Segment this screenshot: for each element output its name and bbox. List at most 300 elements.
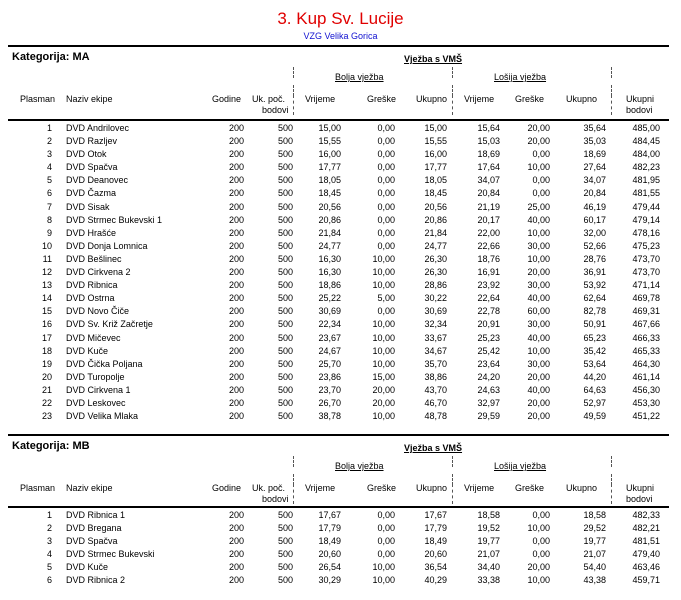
worse-sum-cell: 20,84 — [583, 188, 606, 199]
age-cell: 200 — [228, 162, 244, 173]
place-cell: 13 — [41, 280, 52, 291]
better-time-cell: 26,54 — [318, 562, 341, 573]
better-time-cell: 25,22 — [318, 293, 341, 304]
worse-time-cell: 29,59 — [477, 411, 500, 422]
better-time-cell: 15,55 — [318, 136, 341, 147]
group-header-vms: Vježba s VMŠ — [404, 443, 463, 453]
place-cell: 6 — [46, 575, 52, 586]
total-points-cell: 467,66 — [632, 319, 660, 330]
total-points-cell: 484,45 — [632, 136, 660, 147]
table-row — [8, 384, 669, 397]
place-cell: 3 — [46, 149, 52, 160]
worse-time-cell: 25,42 — [477, 345, 500, 356]
worse-sum-cell: 54,40 — [583, 562, 606, 573]
place-cell: 3 — [46, 536, 52, 547]
col-header-greske-1: Greške — [367, 483, 397, 493]
place-cell: 12 — [41, 267, 52, 278]
better-errors-cell: 0,00 — [377, 201, 395, 212]
worse-errors-cell: 10,00 — [527, 523, 550, 534]
better-time-cell: 23,70 — [318, 384, 341, 395]
table-row — [8, 548, 669, 561]
team-name-cell: DVD Kuče — [66, 562, 109, 573]
start-points-cell: 500 — [277, 384, 293, 395]
better-time-cell: 17,77 — [318, 162, 341, 173]
divider — [452, 95, 453, 115]
col-header-ukpoc-bodovi: bodovi — [262, 494, 289, 504]
start-points-cell: 500 — [277, 562, 293, 573]
age-cell: 200 — [228, 280, 244, 291]
start-points-cell: 500 — [277, 332, 293, 343]
worse-sum-cell: 18,58 — [583, 510, 606, 520]
place-cell: 5 — [46, 175, 52, 186]
worse-sum-cell: 35,42 — [583, 345, 606, 356]
worse-time-cell: 21,07 — [477, 549, 500, 560]
better-errors-cell: 20,00 — [372, 397, 395, 408]
age-cell: 200 — [228, 267, 244, 278]
team-name-cell: DVD Čička Poljana — [66, 358, 143, 369]
better-errors-cell: 0,00 — [377, 123, 395, 133]
better-sum-cell: 46,70 — [424, 397, 447, 408]
table-row — [8, 148, 669, 161]
total-points-cell: 471,14 — [632, 280, 660, 291]
team-name-cell: DVD Spačva — [66, 162, 118, 173]
age-cell: 200 — [228, 227, 244, 238]
worse-sum-cell: 52,97 — [583, 397, 606, 408]
table-row — [8, 574, 669, 587]
header-bottom-rule — [8, 506, 669, 508]
col-header-ukupno-1: Ukupno — [416, 94, 448, 104]
better-time-cell: 16,30 — [318, 267, 341, 278]
worse-time-cell: 34,40 — [477, 562, 500, 573]
section-top-rule — [8, 434, 669, 436]
worse-errors-cell: 10,00 — [527, 162, 550, 173]
worse-errors-cell: 40,00 — [527, 214, 550, 225]
age-cell: 200 — [228, 510, 244, 520]
better-sum-cell: 17,77 — [424, 162, 447, 173]
team-name-cell: DVD Čazma — [66, 188, 117, 199]
worse-sum-cell: 29,52 — [583, 523, 606, 534]
table-row — [8, 318, 669, 331]
col-header-plasman: Plasman — [20, 94, 56, 104]
worse-errors-cell: 10,00 — [527, 345, 550, 356]
worse-sum-cell: 36,91 — [583, 267, 606, 278]
place-cell: 1 — [46, 510, 52, 520]
better-errors-cell: 0,00 — [377, 149, 395, 160]
worse-sum-cell: 64,63 — [583, 384, 606, 395]
worse-time-cell: 23,92 — [477, 280, 500, 291]
worse-errors-cell: 30,00 — [527, 280, 550, 291]
age-cell: 200 — [228, 149, 244, 160]
better-errors-cell: 10,00 — [372, 253, 395, 264]
age-cell: 200 — [228, 411, 244, 422]
col-header-greske-2: Greške — [515, 483, 545, 493]
category-section-mb — [8, 434, 669, 594]
divider — [611, 95, 612, 115]
col-header-ukupno-1: Ukupno — [416, 483, 448, 493]
worse-errors-cell: 20,00 — [527, 371, 550, 382]
better-exercise-header: Bolja vježba — [335, 461, 384, 471]
better-time-cell: 17,79 — [318, 523, 341, 534]
divider — [293, 67, 294, 78]
better-time-cell: 30,29 — [318, 575, 341, 586]
better-sum-cell: 40,29 — [424, 575, 447, 586]
better-errors-cell: 0,00 — [377, 162, 395, 173]
place-cell: 8 — [46, 214, 52, 225]
better-sum-cell: 48,78 — [424, 411, 447, 422]
total-points-cell: 473,70 — [632, 253, 660, 264]
total-points-cell: 473,70 — [632, 267, 660, 278]
col-header-plasman: Plasman — [20, 483, 56, 493]
team-name-cell: DVD Razljev — [66, 136, 118, 147]
total-points-cell: 469,31 — [632, 306, 660, 317]
age-cell: 200 — [228, 240, 244, 251]
age-cell: 200 — [228, 123, 244, 133]
total-points-cell: 482,33 — [632, 510, 660, 520]
place-cell: 15 — [41, 306, 52, 317]
table-row — [8, 122, 669, 135]
total-points-cell: 479,44 — [632, 201, 660, 212]
team-name-cell: DVD Strmec Bukevski 1 — [66, 214, 163, 225]
place-cell: 4 — [46, 549, 52, 560]
worse-errors-cell: 0,00 — [532, 188, 550, 199]
better-sum-cell: 20,56 — [424, 201, 447, 212]
start-points-cell: 500 — [277, 201, 293, 212]
better-time-cell: 30,69 — [318, 306, 341, 317]
worse-sum-cell: 19,77 — [583, 536, 606, 547]
worse-time-cell: 15,03 — [477, 136, 500, 147]
better-exercise-header: Bolja vježba — [335, 72, 384, 82]
better-sum-cell: 18,49 — [424, 536, 447, 547]
divider — [611, 456, 612, 467]
better-time-cell: 18,49 — [318, 536, 341, 547]
worse-errors-cell: 20,00 — [527, 397, 550, 408]
team-name-cell: DVD Ribnica 1 — [66, 510, 126, 520]
col-header-ukupni: Ukupni — [626, 483, 655, 493]
age-cell: 200 — [228, 371, 244, 382]
worse-time-cell: 22,64 — [477, 293, 500, 304]
worse-errors-cell: 30,00 — [527, 319, 550, 330]
better-errors-cell: 0,00 — [377, 175, 395, 186]
worse-time-cell: 20,84 — [477, 188, 500, 199]
better-errors-cell: 10,00 — [372, 319, 395, 330]
divider — [293, 456, 294, 467]
age-cell: 200 — [228, 306, 244, 317]
start-points-cell: 500 — [277, 293, 293, 304]
total-points-cell: 463,46 — [632, 562, 660, 573]
better-sum-cell: 30,69 — [424, 306, 447, 317]
better-errors-cell: 10,00 — [372, 562, 395, 573]
team-name-cell: DVD Ribnica — [66, 280, 118, 291]
worse-errors-cell: 0,00 — [532, 149, 550, 160]
better-time-cell: 25,70 — [318, 358, 341, 369]
total-points-cell: 484,00 — [632, 149, 660, 160]
start-points-cell: 500 — [277, 267, 293, 278]
better-time-cell: 18,86 — [318, 280, 341, 291]
place-cell: 6 — [46, 188, 52, 199]
team-name-cell: DVD Ostrna — [66, 293, 115, 304]
total-points-cell: 485,00 — [632, 123, 660, 133]
place-cell: 21 — [41, 384, 52, 395]
table-row — [8, 561, 669, 574]
team-name-cell: DVD Sisak — [66, 201, 110, 212]
place-cell: 23 — [41, 411, 52, 422]
team-name-cell: DVD Turopolje — [66, 371, 125, 382]
worse-time-cell: 20,17 — [477, 214, 500, 225]
better-time-cell: 23,86 — [318, 371, 341, 382]
col-header-ukupni: Ukupni — [626, 94, 655, 104]
worse-errors-cell: 0,00 — [532, 175, 550, 186]
age-cell: 200 — [228, 523, 244, 534]
better-errors-cell: 10,00 — [372, 267, 395, 278]
total-points-cell: 475,23 — [632, 240, 660, 251]
worse-errors-cell: 20,00 — [527, 136, 550, 147]
start-points-cell: 500 — [277, 162, 293, 173]
better-errors-cell: 0,00 — [377, 523, 395, 534]
age-cell: 200 — [228, 536, 244, 547]
col-header-ukupno-2: Ukupno — [566, 483, 598, 493]
worse-sum-cell: 35,64 — [583, 123, 606, 133]
age-cell: 200 — [228, 575, 244, 586]
better-time-cell: 17,67 — [318, 510, 341, 520]
total-points-cell: 479,14 — [632, 214, 660, 225]
divider — [611, 484, 612, 504]
start-points-cell: 500 — [277, 188, 293, 199]
start-points-cell: 500 — [277, 345, 293, 356]
better-errors-cell: 0,00 — [377, 188, 395, 199]
worse-errors-cell: 0,00 — [532, 536, 550, 547]
better-errors-cell: 0,00 — [377, 214, 395, 225]
team-name-cell: DVD Strmec Bukevski — [66, 549, 155, 560]
better-errors-cell: 0,00 — [377, 306, 395, 317]
team-name-cell: DVD Ribnica 2 — [66, 575, 126, 586]
total-points-cell: 481,95 — [632, 175, 660, 186]
worse-time-cell: 22,00 — [477, 227, 500, 238]
worse-time-cell: 21,19 — [477, 201, 500, 212]
better-sum-cell: 43,70 — [424, 384, 447, 395]
better-sum-cell: 36,54 — [424, 562, 447, 573]
place-cell: 1 — [46, 123, 52, 133]
better-errors-cell: 15,00 — [372, 371, 395, 382]
place-cell: 14 — [41, 293, 52, 304]
better-sum-cell: 32,34 — [424, 319, 447, 330]
better-time-cell: 18,05 — [318, 175, 341, 186]
worse-errors-cell: 10,00 — [527, 253, 550, 264]
total-points-cell: 451,22 — [632, 411, 660, 422]
table-row — [8, 227, 669, 240]
place-cell: 16 — [41, 319, 52, 330]
total-points-cell: 482,21 — [632, 523, 660, 534]
total-points-cell: 466,33 — [632, 332, 660, 343]
col-header-naziv: Naziv ekipe — [66, 94, 113, 104]
better-sum-cell: 20,86 — [424, 214, 447, 225]
worse-errors-cell: 0,00 — [532, 549, 550, 560]
worse-errors-cell: 0,00 — [532, 510, 550, 520]
worse-sum-cell: 35,03 — [583, 136, 606, 147]
worse-sum-cell: 44,20 — [583, 371, 606, 382]
page-subtitle: VZG Velika Gorica — [303, 31, 378, 41]
worse-time-cell: 23,64 — [477, 358, 500, 369]
better-time-cell: 26,70 — [318, 397, 341, 408]
place-cell: 11 — [42, 253, 52, 264]
worse-exercise-header: Lošija vježba — [494, 72, 547, 82]
total-points-cell: 481,55 — [632, 188, 660, 199]
team-name-cell: DVD Spačva — [66, 536, 118, 547]
page-title: 3. Kup Sv. Lucije — [277, 9, 404, 28]
start-points-cell: 500 — [277, 175, 293, 186]
start-points-cell: 500 — [277, 411, 293, 422]
worse-sum-cell: 65,23 — [583, 332, 606, 343]
better-errors-cell: 10,00 — [372, 575, 395, 586]
col-header-vrijeme-2: Vrijeme — [464, 94, 495, 104]
total-points-cell: 461,14 — [632, 371, 660, 382]
better-sum-cell: 38,86 — [424, 371, 447, 382]
worse-time-cell: 16,91 — [477, 267, 500, 278]
better-errors-cell: 5,00 — [377, 293, 395, 304]
col-header-vrijeme-1: Vrijeme — [305, 94, 336, 104]
better-sum-cell: 18,05 — [424, 175, 447, 186]
better-sum-cell: 15,55 — [424, 136, 447, 147]
age-cell: 200 — [228, 201, 244, 212]
divider — [452, 484, 453, 504]
better-sum-cell: 15,00 — [424, 123, 447, 133]
start-points-cell: 500 — [277, 575, 293, 586]
age-cell: 200 — [228, 549, 244, 560]
worse-sum-cell: 82,78 — [583, 306, 606, 317]
better-errors-cell: 0,00 — [377, 510, 395, 520]
worse-time-cell: 25,23 — [477, 332, 500, 343]
better-sum-cell: 20,60 — [424, 549, 447, 560]
col-header-ukpoc: Uk. poč. — [252, 483, 286, 493]
worse-time-cell: 22,66 — [477, 240, 500, 251]
place-cell: 2 — [46, 136, 52, 147]
worse-sum-cell: 28,76 — [583, 253, 606, 264]
worse-errors-cell: 40,00 — [527, 384, 550, 395]
place-cell: 9 — [46, 227, 52, 238]
results-table — [8, 509, 669, 588]
table-row — [8, 266, 669, 279]
place-cell: 7 — [46, 201, 52, 212]
worse-time-cell: 18,69 — [477, 149, 500, 160]
table-row — [8, 522, 669, 535]
better-time-cell: 20,56 — [318, 201, 341, 212]
better-time-cell: 23,67 — [318, 332, 341, 343]
better-sum-cell: 33,67 — [424, 332, 447, 343]
worse-sum-cell: 32,00 — [583, 227, 606, 238]
better-sum-cell: 24,77 — [424, 240, 447, 251]
start-points-cell: 500 — [277, 227, 293, 238]
better-sum-cell: 18,45 — [424, 188, 447, 199]
worse-errors-cell: 40,00 — [527, 293, 550, 304]
better-errors-cell: 0,00 — [377, 136, 395, 147]
table-row — [8, 253, 669, 266]
start-points-cell: 500 — [277, 358, 293, 369]
better-time-cell: 22,34 — [318, 319, 341, 330]
team-name-cell: DVD Otok — [66, 149, 107, 160]
start-points-cell: 500 — [277, 397, 293, 408]
better-errors-cell: 20,00 — [372, 384, 395, 395]
better-sum-cell: 26,30 — [424, 267, 447, 278]
place-cell: 5 — [46, 562, 52, 573]
place-cell: 17 — [41, 332, 52, 343]
table-row — [8, 174, 669, 187]
team-name-cell: DVD Bregana — [66, 523, 122, 534]
start-points-cell: 500 — [277, 523, 293, 534]
table-row — [8, 509, 669, 522]
worse-sum-cell: 52,66 — [583, 240, 606, 251]
worse-errors-cell: 10,00 — [527, 575, 550, 586]
better-sum-cell: 30,22 — [424, 293, 447, 304]
age-cell: 200 — [228, 319, 244, 330]
place-cell: 2 — [46, 523, 52, 534]
better-sum-cell: 34,67 — [424, 345, 447, 356]
table-row — [8, 397, 669, 410]
better-sum-cell: 28,86 — [424, 280, 447, 291]
better-errors-cell: 0,00 — [377, 536, 395, 547]
age-cell: 200 — [228, 188, 244, 199]
start-points-cell: 500 — [277, 240, 293, 251]
worse-errors-cell: 20,00 — [527, 411, 550, 422]
better-errors-cell: 0,00 — [377, 240, 395, 251]
table-row — [8, 410, 669, 423]
team-name-cell: DVD Kuče — [66, 345, 109, 356]
team-name-cell: DVD Deanovec — [66, 175, 129, 186]
worse-time-cell: 24,20 — [477, 371, 500, 382]
worse-errors-cell: 10,00 — [527, 227, 550, 238]
table-row — [8, 135, 669, 148]
start-points-cell: 500 — [277, 136, 293, 147]
section-top-rule — [8, 45, 669, 47]
divider — [293, 95, 294, 115]
worse-time-cell: 22,78 — [477, 306, 500, 317]
col-header-ukpoc: Uk. poč. — [252, 94, 286, 104]
start-points-cell: 500 — [277, 319, 293, 330]
team-name-cell: DVD Donja Lomnica — [66, 240, 148, 251]
better-errors-cell: 0,00 — [377, 549, 395, 560]
table-row — [8, 240, 669, 253]
place-cell: 20 — [41, 371, 52, 382]
team-name-cell: DVD Novo Čiče — [66, 306, 130, 317]
table-row — [8, 358, 669, 371]
team-name-cell: DVD Velika Mlaka — [66, 411, 139, 422]
worse-errors-cell: 20,00 — [527, 267, 550, 278]
divider — [452, 67, 453, 78]
better-sum-cell: 16,00 — [424, 149, 447, 160]
start-points-cell: 500 — [277, 371, 293, 382]
start-points-cell: 500 — [277, 214, 293, 225]
start-points-cell: 500 — [277, 253, 293, 264]
divider — [452, 456, 453, 467]
worse-time-cell: 32,97 — [477, 397, 500, 408]
table-row — [8, 332, 669, 345]
team-name-cell: DVD Cirkvena 1 — [66, 384, 131, 395]
worse-time-cell: 18,76 — [477, 253, 500, 264]
team-name-cell: DVD Mičevec — [66, 332, 121, 343]
total-points-cell: 456,30 — [632, 384, 660, 395]
category-title-mb: Kategorija: MB — [12, 440, 90, 452]
start-points-cell: 500 — [277, 123, 293, 133]
worse-errors-cell: 60,00 — [527, 306, 550, 317]
table-row — [8, 279, 669, 292]
age-cell: 200 — [228, 358, 244, 369]
col-header-godine: Godine — [212, 94, 242, 104]
divider — [293, 484, 294, 504]
worse-time-cell: 34,07 — [477, 175, 500, 186]
worse-sum-cell: 27,64 — [583, 162, 606, 173]
table-row — [8, 345, 669, 358]
start-points-cell: 500 — [277, 536, 293, 547]
age-cell: 200 — [228, 214, 244, 225]
worse-sum-cell: 53,92 — [583, 280, 606, 291]
